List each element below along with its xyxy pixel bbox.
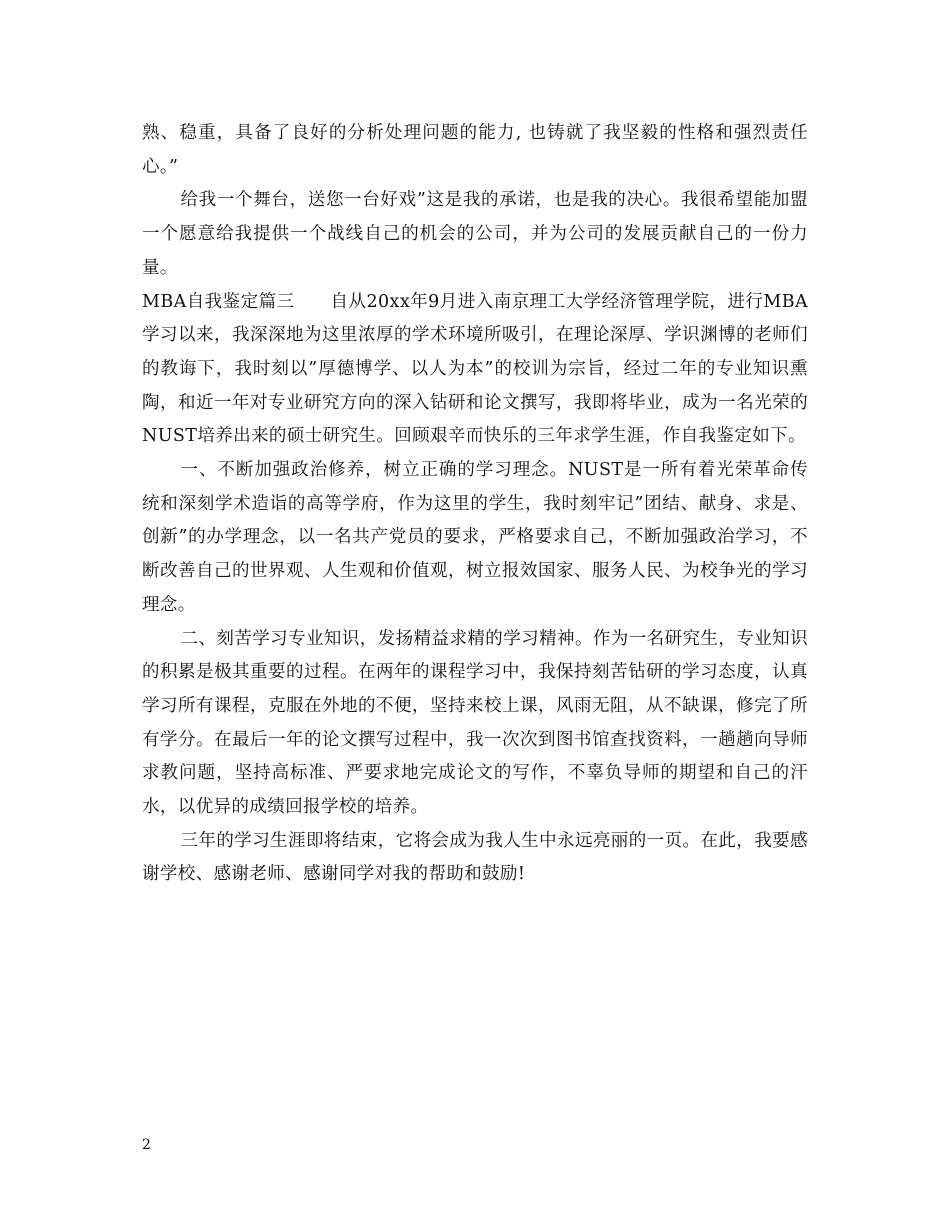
paragraph-continuation: 熟、稳重，具备了良好的分析处理问题的能力, 也铸就了我坚毅的性格和强烈责任心。”	[142, 123, 808, 177]
paragraph-commitment: 给我一个舞台，送您一台好戏”这是我的承诺，也是我的决心。我很希望能加盟一个愿意给我提供一个战线自己的机会的公司，并为公司的发展贡献自己的一份力量。	[142, 190, 808, 278]
paragraph-closing-thanks: 三年的学习生涯即将结束，它将会成为我人生中永远亮丽的一页。在此，我要感谢学校、感谢老师、感谢同学对我的帮助和鼓励!	[142, 830, 808, 885]
paragraph-professional-study: 二、刻苦学习专业知识，发扬精益求精的学习精神。作为一名研究生，专业知识的积累是极其重要的过程。在两年的课程学习中，我保持刻苦钻研的学习态度，认真学习所有课程，克服在外地的不便，坚持来校上课，风雨无阻，从不缺课，修完了所有学分。在最后一年的论文撰写过程中，我一次次到图书馆查找资料，一趟趟向导师求教问题，坚持高标准、严要求地完成论文的写作，不辜负导师的期望和自己的汗水，以优异的成绩回报学校的培养。	[142, 628, 808, 818]
document-body	[142, 117, 808, 892]
paragraph-political-cultivation: 一、不断加强政治修养，树立正确的学习理念。NUST是一所有着光荣革命传统和深刻学术造诣的高等学府，作为这里的学生，我时刻牢记”团结、献身、求是、创新”的办学理念，以一名共产党员的要求，严格要求自己，不断加强政治学习，不断改善自己的世界观、人生观和价值观，树立报效国家、服务人民、为校争光的学习理念。	[142, 460, 808, 615]
page-number: 2	[142, 1137, 151, 1153]
paragraph-mba-self-assessment-intro: MBA自我鉴定篇三 自从20xx年9月进入南京理工大学经济管理学院，进行MBA学习以来，我深深地为这里浓厚的学术环境所吸引，在理论深厚、学识渊博的老师们的教诲下，我时刻以”厚德博学、以人为本”的校训为宗旨，经过二年的专业知识熏陶，和近一年对专业研究方向的深入钻研和论文撰写，我即将毕业，成为一名光荣的NUST培养出来的硕士研究生。回顾艰辛而快乐的三年求学生涯，作自我鉴定如下。	[142, 291, 808, 447]
